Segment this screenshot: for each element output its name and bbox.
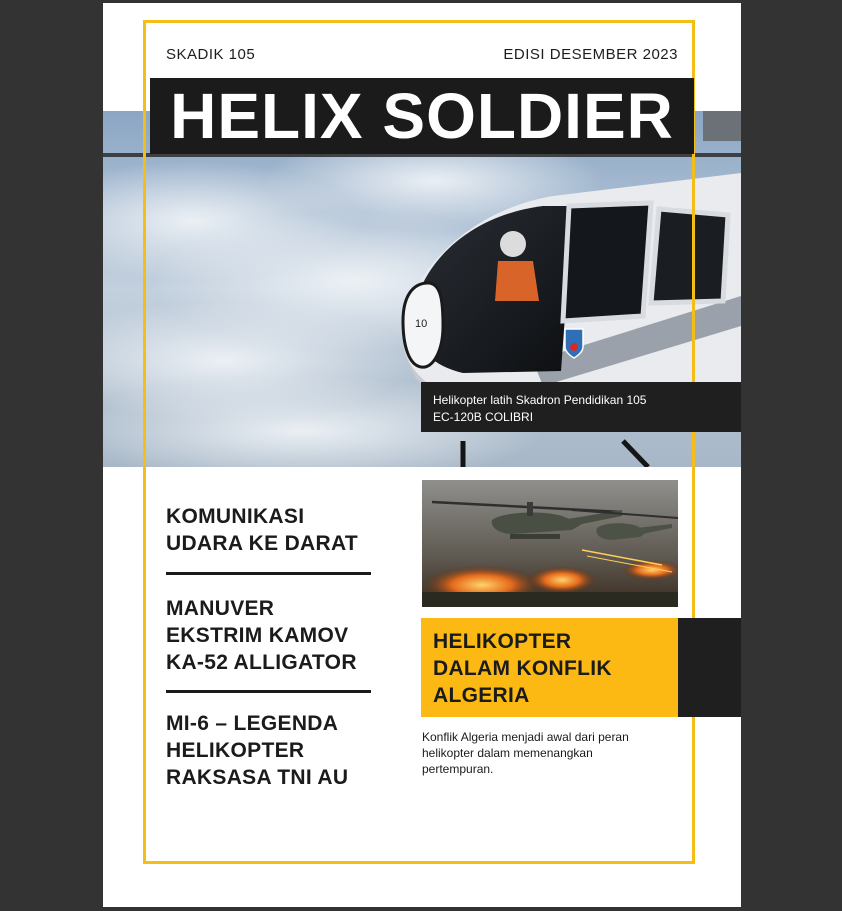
- feature-headline-line: HELIKOPTER: [433, 630, 572, 653]
- feature-photo: [422, 480, 678, 607]
- issuer-label: SKADIK 105: [166, 46, 256, 63]
- feature-headline[interactable]: [421, 618, 678, 717]
- story-divider: [166, 690, 371, 693]
- masthead-title: HELIX SOLDIER: [150, 78, 694, 154]
- edition-label: EDISI DESEMBER 2023: [503, 46, 678, 63]
- story-headline-line: MI-6 – LEGENDA: [166, 712, 339, 735]
- story-divider: [166, 572, 371, 575]
- feature-teaser-line: Konflik Algeria menjadi awal dari peran: [422, 730, 629, 744]
- hero-caption: [421, 382, 741, 432]
- story-headline-line: RAKSASA TNI AU: [166, 766, 349, 789]
- feature-headline-line: ALGERIA: [433, 684, 530, 707]
- hero-caption-line: Helikopter latih Skadron Pendidikan 105: [433, 393, 647, 407]
- magazine-cover: [103, 3, 741, 907]
- story-headline-line: MANUVER: [166, 597, 275, 620]
- feature-accent-block: [678, 618, 741, 717]
- story-headline-line: KOMUNIKASI: [166, 505, 305, 528]
- combat-helicopter-illustration: [422, 480, 678, 607]
- feature-headline-line: DALAM KONFLIK: [433, 657, 612, 680]
- tail-number: 10: [415, 318, 428, 330]
- story-headline-line: UDARA KE DARAT: [166, 532, 359, 555]
- story-headline-line: KA-52 ALLIGATOR: [166, 651, 357, 674]
- story-headline-line: HELIKOPTER: [166, 739, 305, 762]
- hero-caption-line: EC-120B COLIBRI: [433, 410, 534, 424]
- feature-teaser-line: helikopter dalam memenangkan: [422, 746, 593, 760]
- story-headline[interactable]: [166, 503, 396, 557]
- feature-teaser-line: pertempuran.: [422, 762, 494, 776]
- feature-teaser: [422, 729, 672, 777]
- story-headline[interactable]: [166, 710, 396, 791]
- story-headline[interactable]: [166, 595, 396, 676]
- story-headline-line: EKSTRIM KAMOV: [166, 624, 349, 647]
